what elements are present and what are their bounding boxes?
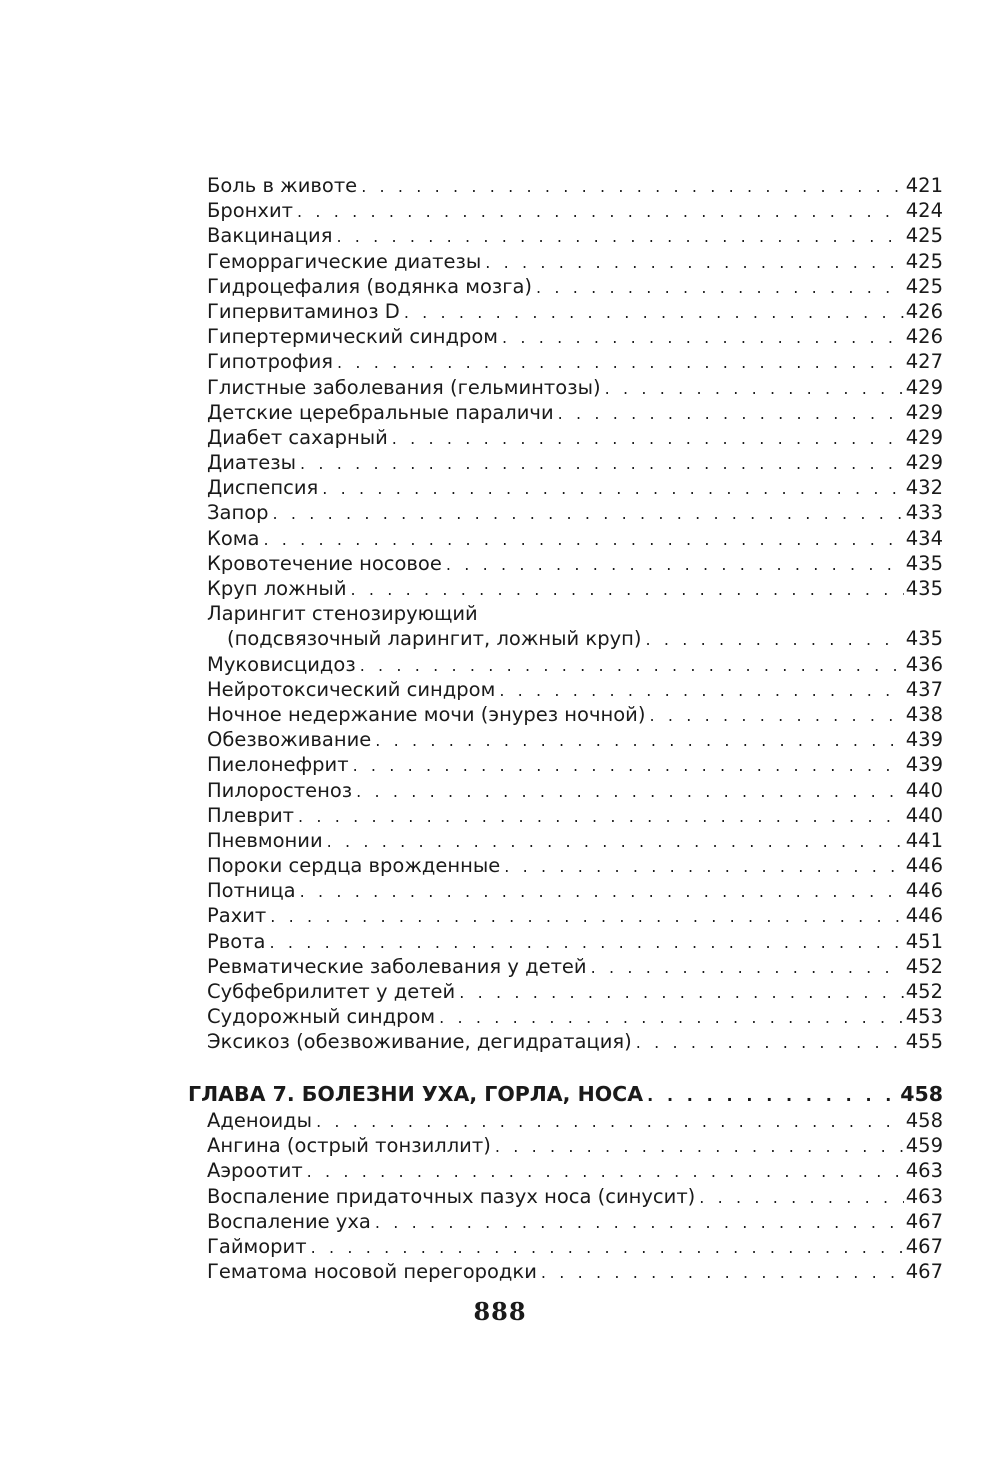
dot-leader [360, 653, 904, 678]
dot-leader [591, 955, 904, 980]
toc-entry [207, 500, 943, 525]
toc-entry-title: Кровотечение носовое [207, 551, 442, 575]
toc-entry-title: Рвота [207, 929, 266, 953]
toc-entry-title: Глистные заболевания (гельминтозы) [207, 375, 601, 399]
dot-leader [541, 1260, 904, 1285]
toc-entry-page: 434 [905, 526, 943, 550]
toc-entry [207, 526, 943, 551]
toc-entry-title: Геморрагические диатезы [207, 249, 482, 273]
dot-leader [459, 980, 904, 1005]
toc-entry-title: Пиелонефрит [207, 753, 349, 777]
toc-entry [207, 1209, 943, 1234]
toc-entry-page: 425 [905, 224, 943, 248]
toc-entry-page: 438 [905, 702, 943, 726]
toc-entry-title: Вакцинация [207, 224, 333, 248]
toc-entry-title: Плеврит [207, 803, 295, 827]
dot-leader [375, 728, 904, 753]
toc-entry-page: 435 [905, 577, 943, 600]
toc-entry [207, 1158, 943, 1183]
toc-entry [207, 828, 943, 853]
toc-entry-title: Ревматические заболевания у детей [207, 954, 587, 978]
toc-entry-page: 451 [905, 929, 943, 953]
chapter-entries [207, 1108, 943, 1284]
page-number: 888 [473, 1297, 527, 1326]
dot-leader [356, 779, 904, 804]
toc-entry-page: 452 [905, 954, 943, 978]
toc-entry-title: Гематома носовой перегородки [207, 1260, 537, 1284]
dot-leader [316, 1109, 904, 1134]
toc-entry [207, 349, 943, 374]
toc-entry-title: Боль в животе [207, 174, 358, 197]
toc-entry [207, 626, 943, 651]
dot-leader [446, 552, 904, 577]
toc-entry-page: 436 [905, 652, 943, 676]
dot-leader [502, 325, 904, 350]
chapter-page: 458 [900, 1082, 943, 1106]
dot-leader [270, 930, 904, 955]
toc-entry-page: 467 [905, 1234, 943, 1258]
dot-leader [605, 376, 904, 401]
dot-leader [647, 1082, 898, 1110]
toc-entry-title: Кома [207, 526, 260, 550]
toc-entry-title: Диспепсия [207, 476, 319, 500]
dot-leader [300, 879, 904, 904]
toc-entry-page: 433 [905, 501, 943, 525]
toc-entry-page: 439 [905, 753, 943, 777]
toc-entry-page: 440 [905, 778, 943, 802]
toc-entry [207, 803, 943, 828]
toc-entry-page: 424 [905, 199, 943, 223]
dot-leader [298, 804, 904, 829]
toc-entry-page: 429 [905, 425, 943, 449]
toc-entry-page: 435 [905, 627, 943, 651]
toc-entry-title: Рахит [207, 904, 267, 928]
dot-leader [699, 1185, 903, 1210]
toc-entry [207, 752, 943, 777]
toc-entry [207, 677, 943, 702]
toc-entry-title: Диатезы [207, 451, 296, 475]
dot-leader [270, 904, 903, 929]
toc-entry [207, 1004, 943, 1029]
dot-leader [337, 350, 904, 375]
toc-entry-page: 425 [905, 274, 943, 298]
toc-entry-title: Обезвоживание [207, 728, 372, 752]
dot-leader [499, 678, 903, 703]
toc-entry-page: 467 [905, 1260, 943, 1284]
toc-entry-page: 467 [905, 1209, 943, 1233]
toc-entry [207, 1029, 943, 1054]
toc-entry [207, 198, 943, 223]
toc-entry-title-line: Ларингит стенозирующий [207, 602, 478, 626]
dot-leader [645, 627, 903, 652]
dot-leader [439, 1005, 904, 1030]
dot-leader [485, 250, 903, 275]
toc-entry [207, 1184, 943, 1209]
toc-entry-title: Потница [207, 879, 296, 903]
toc-entry [207, 954, 943, 979]
dot-leader [375, 1210, 904, 1235]
toc-entry-title: Запор [207, 501, 269, 525]
toc-entry-page: 458 [905, 1109, 943, 1132]
toc-entry-page: 455 [905, 1030, 943, 1054]
toc-entry-title: Муковисцидоз [207, 652, 356, 676]
toc-entry-page: 440 [905, 803, 943, 827]
toc-entry-page: 429 [905, 451, 943, 475]
toc-entry-page: 432 [905, 476, 943, 500]
toc-entry [207, 778, 943, 803]
toc-entry-title: Гайморит [207, 1234, 307, 1258]
toc-entry-page: 452 [905, 980, 943, 1003]
toc-entry-title: Гипертермический синдром [207, 325, 499, 349]
dot-leader [263, 527, 903, 552]
toc-entry [207, 1133, 943, 1158]
toc-entry [207, 1259, 943, 1284]
toc-entry-title: Воспаление уха [207, 1209, 371, 1233]
toc-entry-title: Бронхит [207, 199, 294, 223]
toc-entry-title: Пилоростеноз [207, 778, 353, 802]
chapter-heading [188, 1080, 943, 1108]
toc-entry-page: 426 [905, 325, 943, 349]
toc-entry-page: 463 [905, 1159, 943, 1183]
dot-leader [558, 401, 904, 426]
toc-entry-title: Ангина (острый тонзиллит) [207, 1134, 491, 1158]
chapter-entry [188, 1080, 943, 1108]
toc-entry-page: 427 [905, 350, 943, 374]
toc-entry-title: (подсвязочный ларингит, ложный круп) [227, 627, 642, 651]
dot-leader [404, 300, 904, 325]
dot-leader [392, 426, 904, 451]
toc-entry [207, 878, 943, 903]
dot-leader [311, 1235, 904, 1260]
toc-entry [207, 979, 943, 1004]
toc-entry [207, 652, 943, 677]
toc-entry-title: Аэроотит [207, 1159, 303, 1183]
toc-entry-title: Субфебрилитет у детей [207, 980, 456, 1003]
toc-entry-title: Круп ложный [207, 577, 347, 600]
dot-leader [495, 1134, 904, 1159]
toc-entry-page: 453 [905, 1005, 943, 1029]
toc-entry-page: 429 [905, 400, 943, 424]
toc-entry-title: Аденоиды [207, 1109, 313, 1132]
toc-entry [207, 400, 943, 425]
toc-entry [207, 929, 943, 954]
toc-entry-page: 435 [905, 551, 943, 575]
toc-entry-page: 426 [905, 299, 943, 323]
dot-leader [297, 199, 904, 224]
toc-entry-title: Эксикоз (обезвоживание, дегидратация) [207, 1030, 632, 1054]
toc-entry-title: Нейротоксический синдром [207, 677, 496, 701]
toc-entry-page: 446 [905, 904, 943, 928]
toc-entry-title: Ночное недержание мочи (энурез ночной) [207, 702, 646, 726]
toc-entry-title: Пороки сердца врожденные [207, 854, 501, 878]
dot-leader [536, 275, 904, 300]
toc-entry-title: Гипотрофия [207, 350, 333, 374]
dot-leader [300, 451, 904, 476]
toc-entry [207, 1234, 943, 1259]
dot-leader [636, 1030, 904, 1055]
toc-entry [207, 551, 943, 576]
dot-leader [649, 703, 903, 728]
dot-leader [336, 224, 903, 249]
dot-leader [327, 829, 904, 854]
toc-entry-title: Детские церебральные параличи [207, 400, 554, 424]
toc-entry [207, 903, 943, 928]
dot-leader [361, 174, 904, 199]
toc-entry-page: 441 [905, 828, 943, 852]
toc-entry-page: 446 [905, 879, 943, 903]
dot-leader [273, 501, 904, 526]
toc-entry-page: 446 [905, 854, 943, 878]
toc-entry-title: Гипервитаминоз D [207, 299, 400, 323]
toc-entry [207, 702, 943, 727]
toc-entry-page: 429 [905, 375, 943, 399]
toc-entry-page: 421 [905, 174, 943, 197]
toc-entry [207, 1108, 943, 1133]
toc-entry [207, 274, 943, 299]
dot-leader [504, 854, 903, 879]
toc-entry-page: 459 [905, 1134, 943, 1158]
toc-entry [207, 853, 943, 878]
toc-entry [207, 727, 943, 752]
toc-entry [207, 173, 943, 198]
toc-entry-title: Диабет сахарный [207, 425, 388, 449]
chapter-title: ГЛАВА 7. БОЛЕЗНИ УХА, ГОРЛА, НОСА [188, 1082, 644, 1106]
toc-entry [207, 324, 943, 349]
toc-entry-title: Пневмонии [207, 828, 323, 852]
dot-leader [351, 577, 904, 602]
toc-entry-page: 425 [905, 249, 943, 273]
toc-entry-title: Судорожный синдром [207, 1005, 436, 1029]
dot-leader [307, 1159, 904, 1184]
toc-entry [207, 375, 943, 400]
toc-list [207, 173, 943, 1055]
dot-leader [322, 476, 904, 501]
toc-entry-title: Воспаление придаточных пазух носа (синусит) [207, 1184, 696, 1208]
dot-leader [353, 753, 904, 778]
toc-entry [207, 249, 943, 274]
toc-entry [207, 299, 943, 324]
toc-entry-title: Гидроцефалия (водянка мозга) [207, 274, 533, 298]
toc-entry-page: 463 [905, 1184, 943, 1208]
toc-entry [207, 425, 943, 450]
toc-entry [207, 450, 943, 475]
toc-entry [207, 576, 943, 601]
toc-entry-page: 437 [905, 677, 943, 701]
toc-entry [207, 223, 943, 248]
toc-entry [207, 475, 943, 500]
toc-entry-page: 439 [905, 728, 943, 752]
